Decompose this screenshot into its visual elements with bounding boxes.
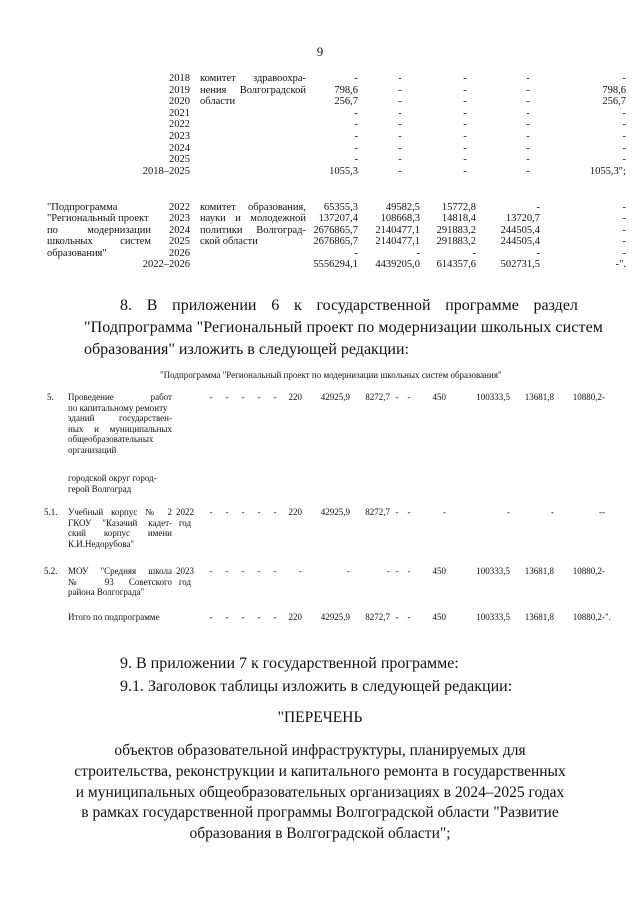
executor-text: политики Волгоград- [200, 224, 306, 236]
para8-line3: образования" изложить в следующей редакции: [84, 341, 409, 358]
word: программе [445, 297, 519, 314]
year-cell: 2025 [169, 154, 190, 166]
value-cell: - [395, 566, 399, 576]
value-cell: 10880,2 [572, 392, 602, 402]
heading-line: строительства, реконструкции и капитального ремонта в государственных [74, 762, 566, 780]
word: приложении [172, 297, 257, 314]
object-name: зданий государствен- [68, 413, 172, 424]
value-cell: 13681,8 [524, 612, 554, 622]
value-cell: 1055,3 [329, 165, 358, 177]
value-cell: 5556294,1 [313, 259, 358, 270]
value-cell: - [273, 612, 277, 622]
value-cell: 100333,5 [476, 612, 510, 622]
value-cell: 13681,8 [524, 392, 554, 402]
value-cell: - [507, 507, 510, 517]
executor-text: комитет здравоохра- [200, 73, 306, 84]
row-number: 5. [47, 392, 54, 402]
object-name: МОУ "Средняя школа [68, 566, 172, 576]
executor-text: области [200, 96, 236, 108]
year-cell: 2023 [176, 566, 194, 576]
value-cell: - [398, 107, 402, 119]
value-cell: - [241, 612, 245, 622]
value-cell: 450 [432, 566, 446, 576]
object-name: ных и муниципальных [68, 423, 172, 434]
value-cell: - [354, 107, 358, 119]
value-cell: -". [615, 259, 626, 270]
value-cell: 8272,7 [365, 507, 390, 517]
value-cell: 798,6 [334, 84, 358, 96]
subprogram-name: образования" [47, 247, 107, 259]
value-cell: - [463, 96, 467, 108]
value-cell: - [622, 107, 626, 119]
value-cell: 244505,4 [500, 236, 540, 248]
value-cell: - [395, 612, 399, 622]
value-cell: - [463, 165, 467, 177]
word: раздел [533, 297, 578, 314]
value-cell: - [398, 142, 402, 154]
para9-line1: 9. В приложении 7 к государственной программе: [120, 655, 459, 672]
value-cell: - [398, 96, 402, 108]
value-cell: - [463, 107, 467, 119]
value-cell: 2676865,7 [313, 224, 358, 236]
value-cell: - [398, 84, 402, 96]
value-cell: - [526, 119, 530, 131]
value-cell: 502731,5 [500, 259, 540, 270]
value-cell: - [354, 131, 358, 142]
value-cell: 291883,2 [436, 236, 476, 248]
year-cell: год [178, 576, 192, 587]
object-location: герой Волгоград [68, 483, 132, 494]
value-cell: 256,7 [602, 96, 626, 108]
object-name: № 93 Советского [68, 576, 172, 587]
value-cell: - [526, 131, 530, 142]
value-cell: - [354, 154, 358, 166]
value-cell: - [463, 142, 467, 154]
word: В [146, 297, 158, 314]
value-cell: 13720,7 [505, 213, 540, 225]
value-cell: 65355,3 [323, 202, 358, 213]
object-location: городской округ город- [68, 473, 157, 483]
value-cell: 450 [432, 392, 446, 402]
value-cell: - [536, 247, 540, 259]
para8-line2: "Подпрограмма "Региональный проект по модернизации школьных систем [84, 319, 604, 336]
table2-title: "Подпрограмма "Региональный проект по модернизации школьных систем образования" [160, 370, 502, 380]
value-cell: - [225, 612, 229, 622]
heading-line: образования в Волгоградской области"; [189, 825, 451, 843]
value-cell: - [463, 131, 467, 142]
object-name: К.И.Недорубова" [68, 538, 135, 549]
value-cell: - [273, 392, 277, 402]
object-name: района Волгограда" [68, 587, 145, 598]
word: к [293, 297, 302, 314]
value-cell: 8272,7 [365, 392, 390, 402]
word: государственной [316, 297, 431, 314]
value-cell: - [257, 392, 261, 402]
list-title: "ПЕРЕЧЕНЬ [277, 709, 363, 726]
year-cell: 2020 [169, 96, 190, 108]
heading-line: в рамках государственной программы Волгоградской области "Развитие [81, 804, 559, 822]
value-cell: 42925,9 [320, 612, 350, 622]
value-cell: - [443, 507, 446, 517]
year-cell: год [178, 517, 192, 528]
value-cell: - [622, 247, 626, 259]
value-cell: - [463, 154, 467, 166]
value-cell: - [463, 84, 467, 96]
value-cell: - [551, 507, 554, 517]
subprogram-name: "Подпрограмма [47, 202, 118, 213]
value-cell: - [526, 84, 530, 96]
value-cell: - [354, 247, 358, 259]
value-cell: 256,7 [334, 96, 358, 108]
subprogram-name: "Региональный проект [47, 213, 149, 225]
value-cell: - [395, 507, 399, 517]
value-cell: - [398, 119, 402, 131]
para9-line2: 9.1. Заголовок таблицы изложить в следующей редакции: [120, 678, 513, 695]
value-cell: - [536, 202, 540, 213]
value-cell: - [526, 142, 530, 154]
value-cell: 220 [288, 612, 302, 622]
value-cell: 15772,8 [441, 202, 476, 213]
object-name: общеобразовательных [68, 434, 154, 445]
value-cell: - [622, 119, 626, 131]
value-cell: - [241, 507, 245, 517]
value-cell: - [209, 566, 213, 576]
year-cell: 2019 [169, 84, 190, 96]
row-number: 5.1. [44, 507, 58, 517]
object-name: Проведение работ [68, 392, 172, 402]
value-cell: - [257, 566, 261, 576]
value-cell: 220 [288, 507, 302, 517]
value-cell: 10880,2 [572, 612, 602, 622]
value-cell: - [347, 566, 350, 576]
value-cell: - [599, 507, 602, 517]
value-cell: 49582,5 [385, 202, 420, 213]
value-cell: - [622, 236, 626, 248]
object-name: Учебный корпус № 2 [68, 507, 172, 517]
value-cell: - [273, 566, 277, 576]
value-cell: 8272,7 [365, 612, 390, 622]
value-cell: - [526, 154, 530, 166]
value-cell: - [622, 131, 626, 142]
value-cell: 244505,4 [500, 224, 540, 236]
value-cell: 1055,3"; [589, 165, 626, 177]
value-cell: - [209, 392, 213, 402]
value-cell: 100333,5 [476, 392, 510, 402]
year-cell: 2025 [169, 236, 190, 248]
value-cell: - [622, 154, 626, 166]
executor-text: комитет образования, [200, 202, 306, 213]
object-name: по капитальному ремонту [68, 402, 168, 413]
value-cell: - [209, 612, 213, 622]
value-cell: 798,6 [602, 84, 626, 96]
executor-text: науки и молодежной [200, 213, 306, 225]
para8-line1 [120, 295, 578, 317]
value-cell: - [398, 73, 402, 84]
value-cell: - [398, 165, 402, 177]
heading-line: объектов образовательной инфраструктуры, планируемых для [114, 742, 526, 759]
value-cell: 42925,9 [320, 392, 350, 402]
year-cell: 2022–2026 [142, 259, 190, 270]
value-cell: - [407, 392, 411, 402]
executor-text: ской области [200, 236, 258, 248]
value-cell: 137207,4 [318, 213, 358, 225]
value-cell: 14818,4 [441, 213, 476, 225]
value-cell: -". [602, 612, 611, 622]
value-cell: 4439205,0 [375, 259, 420, 270]
year-cell: 2023 [169, 213, 190, 225]
value-cell: 2140477,1 [375, 236, 420, 248]
value-cell: - [257, 612, 261, 622]
value-cell: - [622, 73, 626, 84]
heading-line: и муниципальных общеобразовательных организациях в 2024–2025 годах [75, 783, 565, 801]
value-cell: - [354, 142, 358, 154]
value-cell: 13681,8 [524, 566, 554, 576]
value-cell: - [526, 165, 530, 177]
value-cell: 108668,3 [380, 213, 420, 225]
year-cell: 2022 [169, 202, 190, 213]
subprogram-name: школьных систем [47, 236, 151, 248]
word: 8. [120, 297, 132, 314]
word: 6 [271, 297, 280, 314]
year-cell: 2018–2025 [142, 165, 190, 177]
value-cell: - [354, 119, 358, 131]
value-cell: - [622, 213, 626, 225]
subprogram-name: по модернизации [47, 224, 151, 236]
value-cell: - [398, 154, 402, 166]
value-cell: - [526, 107, 530, 119]
object-name: ский корпус имени [68, 528, 172, 539]
value-cell: 614357,6 [436, 259, 476, 270]
executor-text: нения Волгоградской [200, 84, 306, 96]
year-cell: 2022 [169, 119, 190, 131]
value-cell: - [407, 566, 411, 576]
value-cell: - [526, 73, 530, 84]
value-cell: 42925,9 [320, 507, 350, 517]
value-cell: - [387, 566, 390, 576]
page-number: 9 [316, 44, 324, 59]
value-cell: - [257, 507, 261, 517]
value-cell: - [354, 73, 358, 84]
value-cell: 2140477,1 [375, 224, 420, 236]
value-cell: - [395, 392, 399, 402]
value-cell: - [472, 247, 476, 259]
year-cell: 2022 [176, 507, 194, 517]
year-cell: 2018 [169, 73, 190, 84]
object-name: организаций [68, 445, 117, 455]
object-name: ГКОУ "Казачий кадет- [68, 517, 172, 528]
value-cell: - [241, 392, 245, 402]
value-cell: - [602, 392, 605, 402]
value-cell: - [416, 247, 420, 259]
value-cell: - [241, 566, 245, 576]
value-cell: - [225, 566, 229, 576]
total-label: Итого по подпрограмме [68, 612, 160, 622]
value-cell: - [225, 507, 229, 517]
row-number: 5.2. [44, 566, 58, 576]
value-cell: - [209, 507, 213, 517]
value-cell: - [407, 507, 411, 517]
value-cell: 220 [288, 392, 302, 402]
value-cell: - [273, 507, 277, 517]
value-cell: - [602, 507, 605, 517]
value-cell: - [602, 566, 605, 576]
value-cell: 450 [432, 612, 446, 622]
value-cell: - [398, 131, 402, 142]
value-cell: 2676865,7 [313, 236, 358, 248]
value-cell: - [622, 224, 626, 236]
year-cell: 2026 [169, 247, 190, 259]
value-cell: - [622, 202, 626, 213]
value-cell: - [526, 96, 530, 108]
value-cell: - [463, 73, 467, 84]
value-cell: - [463, 119, 467, 131]
value-cell: - [299, 566, 302, 576]
year-cell: 2021 [169, 107, 190, 119]
year-cell: 2024 [169, 224, 190, 236]
value-cell: 100333,5 [476, 566, 510, 576]
value-cell: - [622, 142, 626, 154]
year-cell: 2023 [169, 131, 190, 142]
value-cell: 10880,2 [572, 566, 602, 576]
value-cell: - [225, 392, 229, 402]
year-cell: 2024 [169, 142, 190, 154]
value-cell: - [407, 612, 411, 622]
value-cell: 291883,2 [436, 224, 476, 236]
